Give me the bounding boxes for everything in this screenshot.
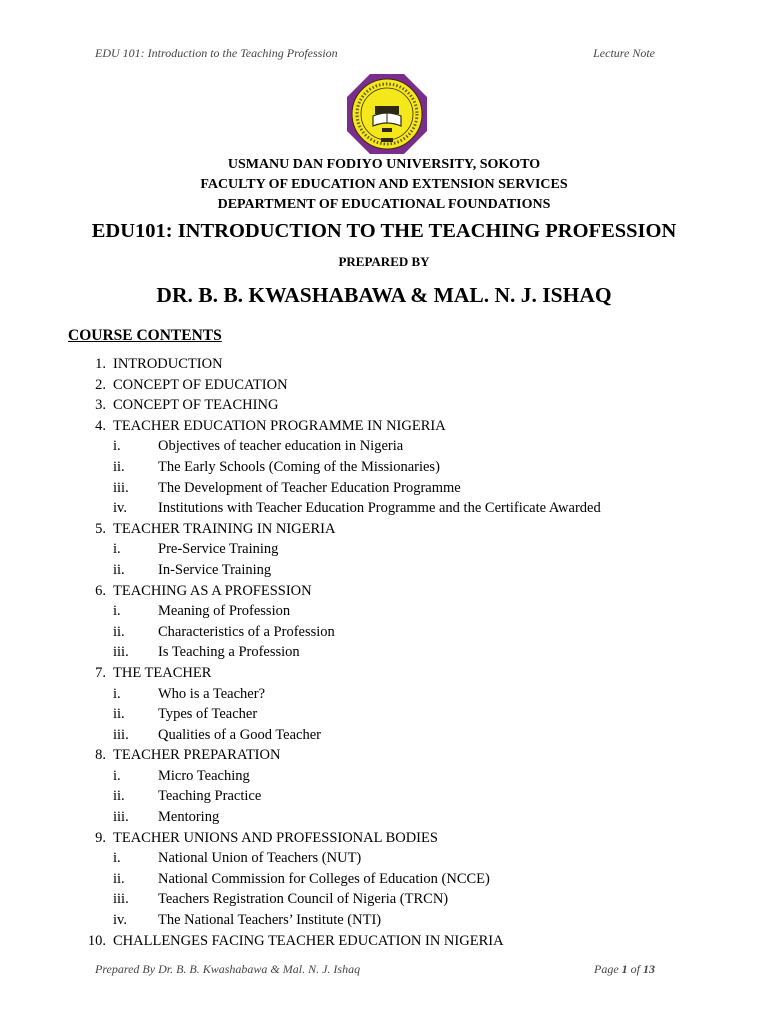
page-of: of [630,962,640,976]
contents-subitem-number: iii. [113,479,129,496]
contents-item-title: THE TEACHER [113,664,212,681]
contents-subitem [0,457,768,478]
contents-item-title: TEACHER EDUCATION PROGRAMME IN NIGERIA [113,417,446,434]
contents-item-number: 7. [95,664,106,681]
contents-subitem [0,910,768,931]
contents-subitem-number: ii. [113,788,125,805]
contents-subitem-number: iii. [113,644,129,661]
page-current: 1 [621,962,628,976]
course-contents-heading: COURSE CONTENTS [68,327,222,344]
contents-item-title: CONCEPT OF TEACHING [113,397,279,414]
contents-subitem-text: National Union of Teachers (NUT) [158,850,362,867]
contents-subitem-text: In-Service Training [158,561,272,578]
contents-subitem-number: ii. [113,706,125,723]
department-name: DEPARTMENT OF EDUCATIONAL FOUNDATIONS [217,197,551,212]
contents-subitem [0,498,768,519]
contents-subitem-text: Teaching Practice [158,788,262,805]
contents-subitem [0,642,768,663]
contents-subitem [0,684,768,705]
contents-subitem-text: Characteristics of a Profession [158,623,335,640]
contents-item-title: TEACHER UNIONS AND PROFESSIONAL BODIES [113,829,438,846]
contents-item-title: TEACHER PREPARATION [113,747,281,764]
contents-item [0,745,768,766]
page-word: Page [594,962,619,976]
header-course-label: EDU 101: Introduction to the Teaching Profession [95,46,338,60]
contents-subitem-text: National Commission for Colleges of Education (NCCE) [158,870,490,887]
institution-block [0,155,768,215]
contents-item-number: 9. [95,829,106,846]
contents-item-title: TEACHER TRAINING IN NIGERIA [113,520,336,537]
contents-item-number: 2. [95,376,106,393]
contents-subitem-number: iii. [113,809,129,826]
contents-subitem-number: iii. [113,726,129,743]
page-footer [95,962,655,977]
contents-subitem [0,436,768,457]
contents-subitem [0,622,768,643]
contents-subitem-text: The National Teachers’ Institute (NTI) [158,912,382,929]
authors: DR. B. B. KWASHABAWA & MAL. N. J. ISHAQ [156,283,612,307]
contents-item-number: 5. [95,520,106,537]
contents-subitem [0,848,768,869]
contents-item [0,581,768,602]
contents-subitem [0,478,768,499]
contents-item [0,354,768,375]
contents-item-title: CHALLENGES FACING TEACHER EDUCATION IN NIGERIA [113,932,504,949]
contents-subitem [0,889,768,910]
contents-subitem [0,786,768,807]
university-name: USMANU DAN FODIYO UNIVERSITY, SOKOTO [227,157,541,172]
contents-subitem [0,560,768,581]
contents-subitem-text: Objectives of teacher education in Nigeria [158,438,404,455]
contents-item-number: 8. [95,747,106,764]
contents-item-number: 4. [95,417,106,434]
contents-item-number: 10. [87,932,106,949]
page-number [594,962,655,977]
contents-subitem-text: Micro Teaching [158,767,250,784]
contents-item [0,828,768,849]
prepared-by-label: PREPARED BY [338,254,430,269]
contents-subitem-number: ii. [113,870,125,887]
contents-item-title: INTRODUCTION [113,356,223,372]
contents-subitem-number: iv. [113,912,127,929]
contents-subitem-number: i. [113,850,121,867]
contents-subitem-number: iv. [113,500,127,517]
contents-subitem-number: ii. [113,458,125,475]
page-total: 13 [643,962,655,976]
contents-subitem [0,725,768,746]
contents-subitem-text: Is Teaching a Profession [158,644,300,661]
contents-subitem-text: The Development of Teacher Education Programme [158,479,461,496]
page-header [95,46,655,61]
contents-subitem-number: i. [113,767,121,784]
contents-subitem-text: Who is a Teacher? [158,685,266,702]
course-title: EDU101: INTRODUCTION TO THE TEACHING PROFESSION [91,220,677,242]
contents-subitem-number: iii. [113,891,129,908]
contents-subitem-number: i. [113,685,121,702]
contents-item [0,931,768,952]
contents-item [0,519,768,540]
contents-subitem [0,704,768,725]
contents-subitem-text: Pre-Service Training [158,541,279,558]
contents-subitem-number: i. [113,603,121,620]
university-seal [345,72,429,156]
course-contents-list [0,354,768,951]
contents-item-number: 3. [95,397,106,414]
contents-item-number: 6. [95,582,106,599]
contents-subitem [0,869,768,890]
contents-subitem-number: ii. [113,561,125,578]
contents-subitem-text: Mentoring [158,809,220,826]
contents-item-title: CONCEPT OF EDUCATION [113,376,288,393]
contents-subitem [0,601,768,622]
contents-subitem-text: The Early Schools (Coming of the Missionaries) [158,458,440,475]
footer-prepared-by: Prepared By Dr. B. B. Kwashabawa & Mal. N. J. Ishaq [95,962,361,976]
contents-item [0,375,768,396]
contents-subitem-number: ii. [113,623,125,640]
contents-subitem-text: Types of Teacher [158,706,258,723]
contents-item [0,663,768,684]
contents-subitem [0,539,768,560]
contents-subitem [0,807,768,828]
header-doc-type: Lecture Note [593,46,655,60]
contents-item [0,416,768,437]
contents-subitem-number: i. [113,541,121,558]
contents-subitem-text: Meaning of Profession [158,603,291,620]
faculty-name: FACULTY OF EDUCATION AND EXTENSION SERVICES [200,177,568,192]
contents-subitem-text: Qualities of a Good Teacher [158,726,321,743]
university-seal-icon [345,72,429,156]
contents-item-number: 1. [95,356,106,372]
contents-item [0,395,768,416]
contents-subitem-text: Teachers Registration Council of Nigeria (TRCN) [158,891,449,908]
contents-subitem [0,766,768,787]
contents-item-title: TEACHING AS A PROFESSION [113,582,312,599]
contents-subitem-text: Institutions with Teacher Education Programme and the Certificate Awarded [158,500,601,517]
contents-subitem-number: i. [113,438,121,455]
